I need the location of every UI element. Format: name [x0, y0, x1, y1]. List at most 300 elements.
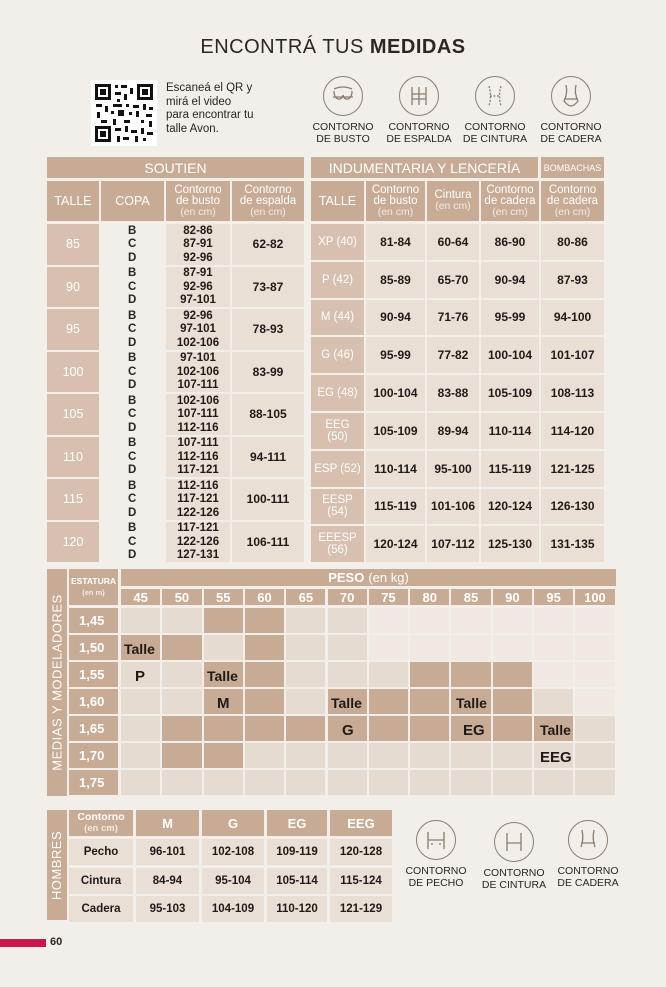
cup-list	[101, 437, 164, 478]
cup-label: D	[128, 506, 137, 519]
indumentaria-col-header	[427, 181, 479, 221]
cadera-value: 90-94	[481, 262, 539, 298]
grid-cell	[328, 662, 367, 687]
busto-value: 117-121	[177, 493, 219, 506]
cadera-value: 95-99	[481, 300, 539, 336]
cup-label: C	[128, 408, 137, 421]
grid-cell	[286, 662, 325, 687]
grid-cell	[245, 689, 284, 714]
busto-value: 107-111	[177, 408, 219, 421]
grid-cell	[121, 770, 160, 795]
grid-cell	[286, 716, 325, 741]
cintura-value: 60-64	[427, 224, 479, 260]
grid-cell	[575, 608, 614, 633]
cup-label: C	[128, 535, 137, 548]
peso-unit: (en kg)	[368, 570, 409, 585]
soutien-col-header	[47, 181, 99, 221]
grid-cell	[204, 770, 243, 795]
cup-label: D	[128, 336, 137, 349]
soutien-col-header	[232, 181, 304, 221]
cadera-value: 120-124	[481, 489, 539, 525]
bombacha-value: 121-125	[541, 451, 604, 487]
col-title: de espalda	[239, 194, 297, 207]
col-title: TALLE	[318, 193, 357, 208]
busto-values	[166, 352, 230, 393]
grid-cell	[162, 770, 201, 795]
bombacha-value: 94-100	[541, 300, 604, 336]
grid-cell	[369, 770, 408, 795]
size-header: M	[136, 810, 199, 836]
cup-label: D	[128, 464, 137, 477]
talle-label: EEG (50)	[311, 413, 364, 449]
page-title: ENCONTRÁ TUS MEDIDAS	[200, 36, 466, 58]
grid-cell	[204, 716, 243, 741]
measure-value: 109-119	[267, 839, 327, 865]
busto-value: 87-91	[183, 267, 213, 280]
grid-cell	[162, 635, 201, 660]
cup-label: D	[128, 294, 137, 307]
busto-value: 97-101	[180, 352, 216, 365]
col-unit: (en cm)	[492, 205, 528, 218]
busto-value: 92-96	[183, 280, 213, 293]
measure-value: 115-124	[330, 868, 392, 894]
talle-label: 105	[47, 394, 99, 435]
talle-label: 120	[47, 522, 99, 563]
cintura-value: 95-100	[427, 451, 479, 487]
grid-cell	[575, 689, 614, 714]
height-header: 1,45	[69, 608, 118, 633]
height-header: 1,55	[69, 662, 118, 687]
cup-label: B	[128, 522, 137, 535]
size-header: G	[202, 810, 264, 836]
grid-cell	[162, 662, 201, 687]
busto-value: 92-96	[183, 251, 213, 264]
espalda-value: 73-87	[232, 267, 304, 308]
talle-label: 110	[47, 437, 99, 478]
grid-cell	[369, 716, 408, 741]
cintura-value: 107-112	[427, 526, 479, 562]
busto-value: 92-96	[183, 309, 213, 322]
grid-cell	[245, 608, 284, 633]
col-title: Contorno	[548, 183, 597, 196]
busto-value: 110-114	[366, 451, 425, 487]
cintura-value: 71-76	[427, 300, 479, 336]
grid-cell	[245, 716, 284, 741]
talle-label: EESP (54)	[311, 489, 364, 525]
busto-value: 105-109	[366, 413, 425, 449]
weight-header: 95	[534, 589, 573, 605]
height-header: 1,50	[69, 635, 118, 660]
grid-cell	[451, 770, 490, 795]
peso-header	[121, 569, 616, 586]
talle-label: XP (40)	[311, 224, 364, 260]
grid-cell	[286, 743, 325, 768]
grid-cell	[328, 743, 367, 768]
grid-cell	[493, 716, 532, 741]
measure-value: 96-101	[136, 839, 199, 865]
grid-cell	[493, 689, 532, 714]
waist-outline-icon	[494, 822, 534, 862]
height-header: 1,75	[69, 770, 118, 795]
bombacha-value: 131-135	[541, 526, 604, 562]
measure-value: 95-104	[202, 868, 264, 894]
grid-cell	[245, 662, 284, 687]
cintura-value: 65-70	[427, 262, 479, 298]
espalda-value: 78-93	[232, 309, 304, 350]
size-letter: G	[342, 722, 354, 739]
weight-header: 65	[286, 589, 325, 605]
size-word: Talle	[124, 641, 155, 657]
busto-value: 122-126	[176, 506, 220, 519]
grid-cell	[451, 608, 490, 633]
hombres-side-label	[47, 810, 67, 920]
bombacha-value: 87-93	[541, 262, 604, 298]
grid-cell	[328, 635, 367, 660]
grid-cell	[534, 662, 573, 687]
cup-list	[101, 267, 164, 308]
grid-cell	[121, 716, 160, 741]
weight-header: 80	[410, 589, 449, 605]
hip-outline-icon	[568, 820, 608, 860]
col-title: de busto	[175, 194, 221, 207]
busto-value: 81-84	[366, 224, 425, 260]
measure-value: 110-120	[267, 896, 327, 922]
grid-cell	[162, 743, 201, 768]
indumentaria-col-header	[366, 181, 425, 221]
grid-cell	[410, 635, 449, 660]
espalda-value: 88-105	[232, 394, 304, 435]
bust-measure: CONTORNO DE BUSTO	[305, 76, 381, 145]
grid-cell	[410, 689, 449, 714]
chest-outline-icon	[416, 820, 456, 860]
row-label: Cadera	[69, 896, 133, 922]
busto-value: 97-101	[180, 294, 216, 307]
talle-label: 100	[47, 352, 99, 393]
col-title: Contorno	[244, 183, 292, 196]
size-letter: EG	[463, 722, 485, 739]
busto-values	[166, 224, 230, 265]
col-unit: (en cm)	[180, 205, 216, 218]
men-waist-measure: CONTORNO DE CINTURA	[476, 822, 552, 891]
cup-list	[101, 522, 164, 563]
busto-value: 82-86	[183, 224, 213, 237]
cup-label: B	[128, 479, 137, 492]
grid-cell	[575, 635, 614, 660]
cintura-value: 89-94	[427, 413, 479, 449]
talle-label: M (44)	[311, 300, 364, 336]
grid-cell	[410, 743, 449, 768]
grid-cell	[369, 608, 408, 633]
busto-value: 117-121	[177, 522, 219, 535]
indumentaria-header: INDUMENTARIA Y LENCERÍA	[311, 157, 538, 178]
cintura-value: 77-82	[427, 337, 479, 373]
weight-header: 55	[204, 589, 243, 605]
col-title: Contorno	[371, 183, 420, 196]
busto-value: 120-124	[366, 526, 425, 562]
busto-values	[166, 437, 230, 478]
height-header: 1,65	[69, 716, 118, 741]
busto-value: 127-131	[176, 549, 220, 562]
grid-cell	[410, 662, 449, 687]
grid-cell	[575, 716, 614, 741]
size-letter: M	[217, 695, 230, 712]
grid-cell	[286, 608, 325, 633]
grid-cell	[328, 608, 367, 633]
row-label: Pecho	[69, 839, 133, 865]
estatura-unit: (en m)	[82, 588, 105, 597]
side-label-text: MEDIAS Y MODELADORES	[49, 594, 65, 771]
cup-label: C	[128, 238, 137, 251]
measure-value: 104-109	[202, 896, 264, 922]
grid-cell	[493, 662, 532, 687]
footer-accent-bar	[0, 939, 46, 947]
grid-cell	[410, 770, 449, 795]
soutien-col-header	[101, 181, 164, 221]
grid-cell	[410, 608, 449, 633]
talle-label: EEESP (56)	[311, 526, 364, 562]
cup-label: D	[128, 549, 137, 562]
bombacha-value: 108-113	[541, 375, 604, 411]
bombacha-value: 114-120	[541, 413, 604, 449]
corner-title: Contorno	[77, 811, 125, 823]
size-header: EG	[267, 810, 327, 836]
grid-cell	[204, 608, 243, 633]
grid-cell	[204, 635, 243, 660]
col-unit: (en cm)	[435, 200, 471, 212]
weight-header: 85	[451, 589, 490, 605]
weight-header: 60	[245, 589, 284, 605]
cup-list	[101, 352, 164, 393]
grid-cell	[493, 608, 532, 633]
grid-cell	[121, 689, 160, 714]
grid-cell	[162, 716, 201, 741]
busto-values	[166, 522, 230, 563]
row-label: Cintura	[69, 868, 133, 894]
indumentaria-col-header	[481, 181, 539, 221]
grid-cell	[451, 743, 490, 768]
grid-cell	[451, 662, 490, 687]
grid-cell	[534, 770, 573, 795]
grid-cell	[410, 716, 449, 741]
medias-side-label	[47, 569, 67, 796]
grid-cell	[328, 770, 367, 795]
bombacha-value: 80-86	[541, 224, 604, 260]
cup-label: B	[128, 394, 137, 407]
grid-cell	[575, 662, 614, 687]
waist-outline-icon	[475, 76, 515, 116]
busto-values	[166, 394, 230, 435]
busto-value: 112-116	[177, 479, 219, 492]
cup-label: B	[128, 224, 137, 237]
hip-outline-icon	[551, 76, 591, 116]
busto-values	[166, 309, 230, 350]
col-title: COPA	[115, 193, 150, 208]
grid-cell	[121, 743, 160, 768]
chest-measure: CONTORNO DE PECHO	[398, 820, 474, 889]
grid-cell	[286, 689, 325, 714]
busto-value: 117-121	[177, 464, 219, 477]
cadera-value: 105-109	[481, 375, 539, 411]
size-word: Talle	[456, 695, 487, 711]
size-word: Talle	[331, 695, 362, 711]
grid-cell	[493, 743, 532, 768]
bombacha-value: 101-107	[541, 337, 604, 373]
grid-cell	[493, 635, 532, 660]
grid-cell	[286, 770, 325, 795]
cup-label: B	[128, 352, 137, 365]
cup-label: C	[128, 365, 137, 378]
espalda-value: 100-111	[232, 479, 304, 520]
size-header: EEG	[330, 810, 392, 836]
col-title: de cadera	[546, 194, 599, 207]
qr-instructions: Escaneá el QR y mirá el video para encontrar tu talle Avon.	[166, 82, 254, 135]
cup-list	[101, 479, 164, 520]
col-title: de cadera	[484, 194, 536, 207]
cup-label: D	[128, 421, 137, 434]
busto-value: 87-91	[183, 238, 213, 251]
cup-list	[101, 309, 164, 350]
grid-cell	[575, 743, 614, 768]
busto-value: 107-111	[177, 437, 219, 450]
measure-value: 102-108	[202, 839, 264, 865]
grid-cell	[493, 770, 532, 795]
contorno-header	[69, 810, 133, 836]
size-letter: P	[135, 668, 146, 685]
measure-value: 120-128	[330, 839, 392, 865]
cup-label: D	[128, 379, 137, 392]
qr-code[interactable]	[91, 80, 157, 146]
talle-label: 90	[47, 267, 99, 308]
indumentaria-col-header	[541, 181, 604, 221]
grid-cell	[369, 635, 408, 660]
grid-cell	[162, 608, 201, 633]
estatura-header	[69, 569, 118, 605]
cup-label: B	[128, 437, 137, 450]
col-unit: (en cm)	[377, 205, 414, 218]
hip-measure: CONTORNO DE CADERA	[533, 76, 609, 145]
cup-label: B	[128, 267, 137, 280]
size-word: Talle	[540, 722, 571, 738]
soutien-header: SOUTIEN	[47, 157, 304, 178]
espalda-value: 94-111	[232, 437, 304, 478]
cup-label: B	[128, 309, 137, 322]
col-unit: (en cm)	[554, 205, 591, 218]
grid-cell	[162, 689, 201, 714]
cadera-value: 115-119	[481, 451, 539, 487]
cup-label: C	[128, 450, 137, 463]
busto-value: 102-106	[176, 336, 220, 349]
col-title: de busto	[373, 194, 418, 207]
grid-cell	[369, 689, 408, 714]
cadera-value: 125-130	[481, 526, 539, 562]
espalda-value: 83-99	[232, 352, 304, 393]
cadera-value: 86-90	[481, 224, 539, 260]
cintura-value: 101-106	[427, 489, 479, 525]
busto-value: 95-99	[366, 337, 425, 373]
cintura-value: 83-88	[427, 375, 479, 411]
busto-value: 100-104	[366, 375, 425, 411]
bust-outline-icon	[323, 76, 363, 116]
cup-label: D	[128, 251, 137, 264]
cup-list	[101, 394, 164, 435]
weight-header: 45	[121, 589, 160, 605]
busto-value: 112-116	[177, 450, 219, 463]
back-outline-icon	[399, 76, 439, 116]
talle-label: G (46)	[311, 337, 364, 373]
col-title: TALLE	[54, 193, 92, 208]
waist-measure: CONTORNO DE CINTURA	[457, 76, 533, 145]
corner-unit: (en cm)	[84, 823, 118, 834]
busto-value: 102-106	[176, 394, 220, 407]
col-unit: (en cm)	[250, 205, 286, 218]
grid-cell	[204, 743, 243, 768]
busto-value: 97-101	[180, 323, 216, 336]
busto-values	[166, 479, 230, 520]
col-title: Cintura	[434, 189, 472, 201]
col-title: Contorno	[486, 183, 534, 196]
grid-cell	[575, 770, 614, 795]
grid-cell	[451, 635, 490, 660]
side-label-text: HOMBRES	[49, 830, 65, 900]
grid-cell	[286, 635, 325, 660]
size-word: Talle	[207, 668, 238, 684]
height-header: 1,70	[69, 743, 118, 768]
talle-label: 85	[47, 224, 99, 265]
peso-label: PESO	[328, 570, 365, 585]
cadera-value: 110-114	[481, 413, 539, 449]
page-number: 60	[50, 936, 63, 948]
weight-header: 90	[493, 589, 532, 605]
talle-label: EG (48)	[311, 375, 364, 411]
busto-value: 107-111	[177, 379, 219, 392]
busto-value: 115-119	[366, 489, 425, 525]
cadera-value: 100-104	[481, 337, 539, 373]
espalda-value: 106-111	[232, 522, 304, 563]
grid-cell	[245, 743, 284, 768]
busto-value: 122-126	[176, 535, 220, 548]
measure-value: 84-94	[136, 868, 199, 894]
espalda-value: 62-82	[232, 224, 304, 265]
back-measure: CONTORNO DE ESPALDA	[381, 76, 457, 145]
cup-label: C	[128, 493, 137, 506]
soutien-col-header	[166, 181, 230, 221]
grid-cell	[534, 608, 573, 633]
cup-label: C	[128, 280, 137, 293]
talle-label: 95	[47, 309, 99, 350]
talle-label: P (42)	[311, 262, 364, 298]
weight-header: 100	[575, 589, 614, 605]
weight-header: 50	[162, 589, 201, 605]
weight-header: 75	[369, 589, 408, 605]
busto-value: 90-94	[366, 300, 425, 336]
grid-cell	[121, 608, 160, 633]
col-title: Contorno	[174, 183, 222, 196]
talle-label: 115	[47, 479, 99, 520]
grid-cell	[369, 743, 408, 768]
size-letter: EEG	[540, 749, 572, 766]
grid-cell	[534, 689, 573, 714]
measure-value: 121-129	[330, 896, 392, 922]
bombacha-value: 126-130	[541, 489, 604, 525]
grid-cell	[245, 635, 284, 660]
talle-label: ESP (52)	[311, 451, 364, 487]
busto-value: 102-106	[176, 365, 220, 378]
weight-header: 70	[328, 589, 367, 605]
grid-cell	[369, 662, 408, 687]
measure-value: 95-103	[136, 896, 199, 922]
grid-cell	[534, 635, 573, 660]
measure-value: 105-114	[267, 868, 327, 894]
